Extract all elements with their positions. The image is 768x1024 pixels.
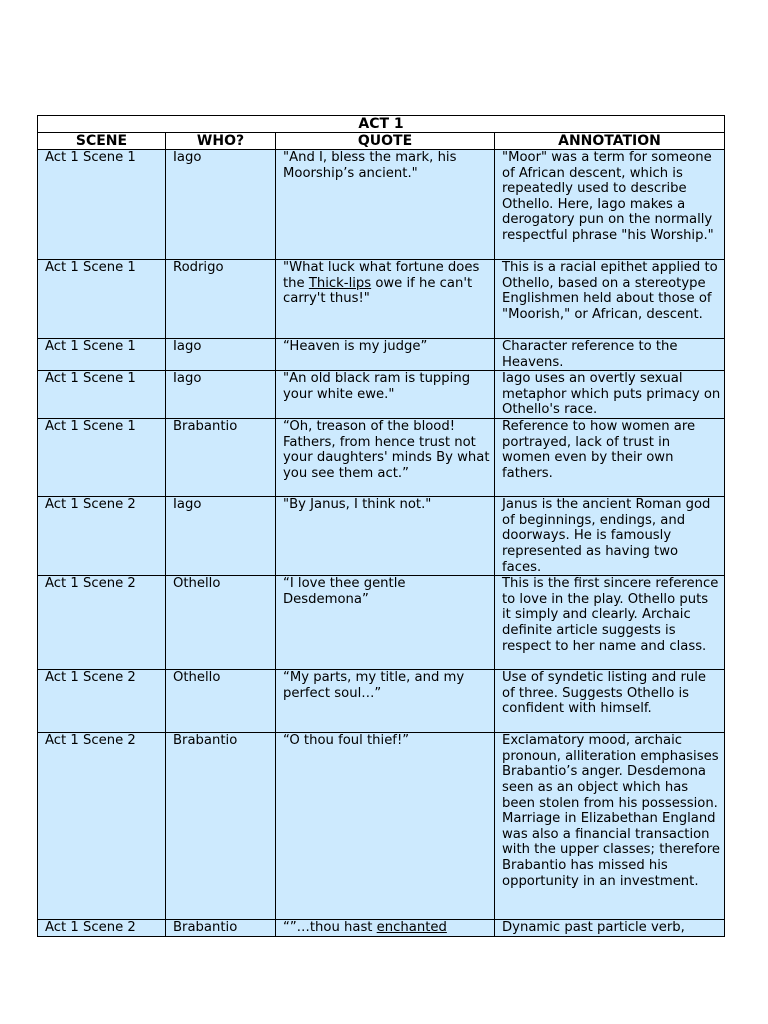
quote-annotation-table	[37, 115, 725, 937]
annotation-cell: Exclamatory mood, archaic pronoun, alliteration emphasises Brabantio’s anger. Desdemona seen as an object which has been stolen from his possession. Marriage in Elizabethan England was also a financial transaction with the upper classes; therefore Brabantio has missed his opportunity in an investment.	[495, 733, 725, 920]
quote-cell: “I love thee gentle Desdemona”	[276, 576, 495, 670]
who-cell: Iago	[166, 339, 276, 371]
table-title-row	[38, 116, 725, 133]
who-cell: Iago	[166, 497, 276, 576]
annotation-cell: This is the first sincere reference to love in the play. Othello puts it simply and clearly. Archaic definite article suggests is respect to her name and class.	[495, 576, 725, 670]
scene-cell: Act 1 Scene 1	[38, 260, 166, 339]
table-row	[38, 497, 725, 576]
annotation-cell: Iago uses an overtly sexual metaphor which puts primacy on Othello's race.	[495, 371, 725, 419]
scene-cell: Act 1 Scene 2	[38, 576, 166, 670]
table-row	[38, 670, 725, 733]
table-row	[38, 419, 725, 497]
scene-cell: Act 1 Scene 2	[38, 497, 166, 576]
who-cell: Othello	[166, 576, 276, 670]
quote-cell: “”…thou hast enchanted	[276, 920, 495, 937]
quote-cell: “My parts, my title, and my perfect soul…”	[276, 670, 495, 733]
annotation-cell: Dynamic past particle verb,	[495, 920, 725, 937]
scene-cell: Act 1 Scene 1	[38, 419, 166, 497]
underlined-word: enchanted	[376, 920, 447, 936]
annotation-cell: Character reference to the Heavens.	[495, 339, 725, 371]
underlined-word: Thick-lips	[308, 275, 372, 291]
header-scene: SCENE	[38, 133, 166, 150]
table-row	[38, 576, 725, 670]
scene-cell: Act 1 Scene 2	[38, 733, 166, 920]
scene-cell: Act 1 Scene 1	[38, 150, 166, 260]
quote-cell: "What luck what fortune does the Thick-lips owe if he can't carry't thus!"	[276, 260, 495, 339]
quote-cell: “O thou foul thief!”	[276, 733, 495, 920]
table-row	[38, 371, 725, 419]
quote-cell: “Oh, treason of the blood! Fathers, from hence trust not your daughters' minds By what you see them act.”	[276, 419, 495, 497]
who-cell: Brabantio	[166, 419, 276, 497]
scene-cell: Act 1 Scene 2	[38, 670, 166, 733]
table-row	[38, 339, 725, 371]
who-cell: Rodrigo	[166, 260, 276, 339]
header-annotation: ANNOTATION	[495, 133, 725, 150]
who-cell: Othello	[166, 670, 276, 733]
who-cell: Iago	[166, 371, 276, 419]
table-row	[38, 733, 725, 920]
annotation-cell: Reference to how women are portrayed, lack of trust in women even by their own fathers.	[495, 419, 725, 497]
annotation-cell: This is a racial epithet applied to Othello, based on a stereotype Englishmen held about those of "Moorish," or African, descent.	[495, 260, 725, 339]
scene-cell: Act 1 Scene 1	[38, 339, 166, 371]
table-row	[38, 150, 725, 260]
quote-cell: "By Janus, I think not."	[276, 497, 495, 576]
who-cell: Brabantio	[166, 733, 276, 920]
annotation-cell: Janus is the ancient Roman god of beginnings, endings, and doorways. He is famously represented as having two faces.	[495, 497, 725, 576]
who-cell: Iago	[166, 150, 276, 260]
table-row	[38, 920, 725, 937]
quote-cell: "An old black ram is tupping your white ewe."	[276, 371, 495, 419]
header-who: WHO?	[166, 133, 276, 150]
quote-cell: "And I, bless the mark, his Moorship’s ancient."	[276, 150, 495, 260]
table-header-row	[38, 133, 725, 150]
table-title: ACT 1	[38, 116, 725, 133]
scene-cell: Act 1 Scene 1	[38, 371, 166, 419]
scene-cell: Act 1 Scene 2	[38, 920, 166, 937]
annotation-cell: Use of syndetic listing and rule of three. Suggests Othello is confident with himself.	[495, 670, 725, 733]
who-cell: Brabantio	[166, 920, 276, 937]
table-row	[38, 260, 725, 339]
quote-cell: “Heaven is my judge”	[276, 339, 495, 371]
annotation-cell: "Moor" was a term for someone of African descent, which is repeatedly used to describe Othello. Here, Iago makes a derogatory pun on the normally respectful phrase "his Worship."	[495, 150, 725, 260]
header-quote: QUOTE	[276, 133, 495, 150]
